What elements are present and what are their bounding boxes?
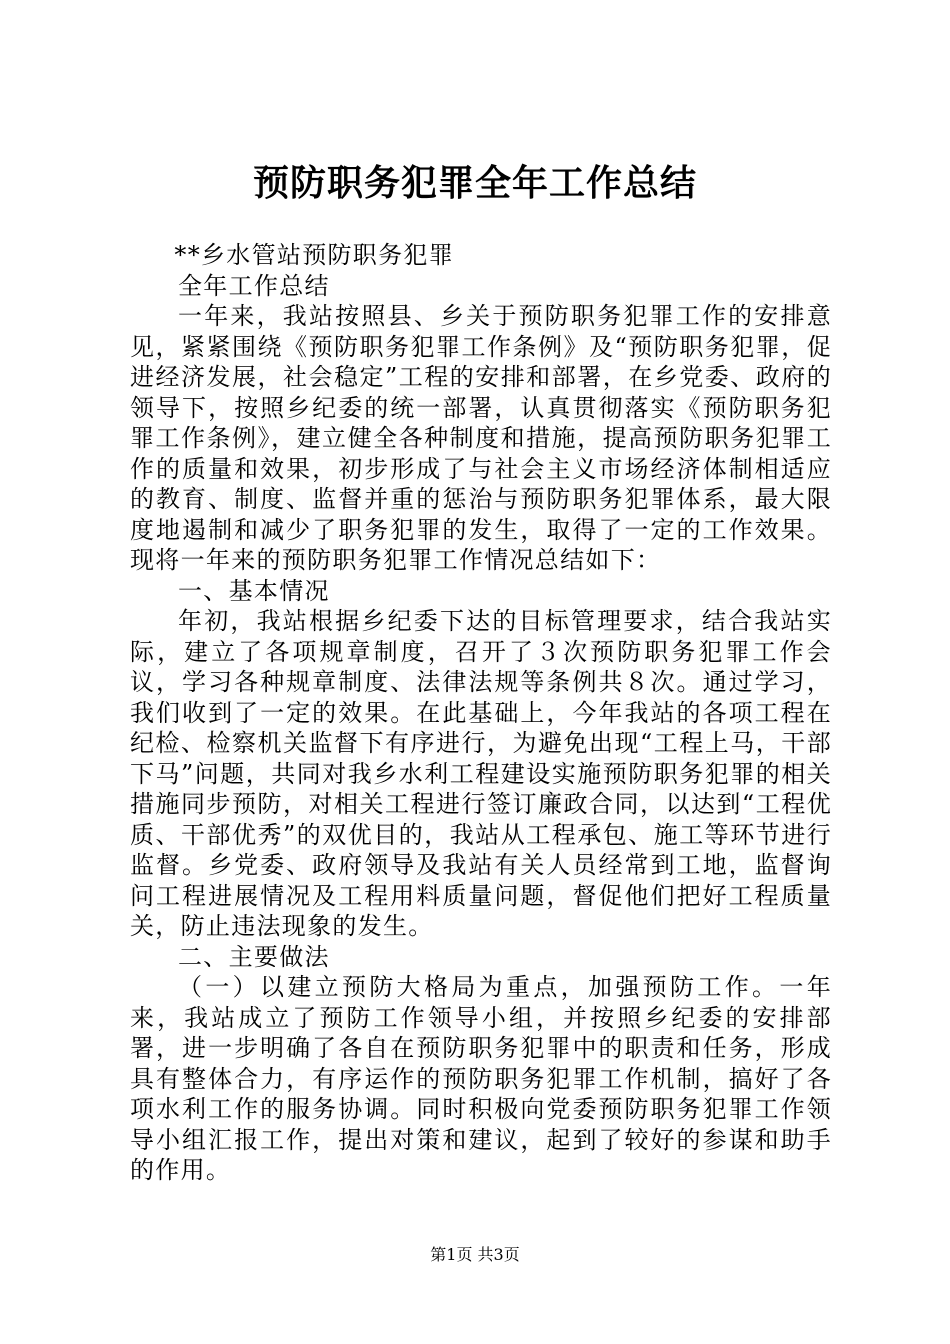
methods-paragraph-1: （一）以建立预防大格局为重点，加强预防工作。一年来，我站成立了预防工作领导小组，并按照乡纪委的安排部署，进一步明确了各自在预防职务犯罪中的职责和任务，形成具有整体合力，有序运作的预防职务犯罪工作机制，搞好了各项水利工作的服务协调。同时积极向党委预防职务犯罪工作领导小组汇报工作，提出对策和建议，起到了较好的参谋和助手的作用。 (130, 973, 832, 1184)
subtitle-line-1: **乡水管站预防职务犯罪 (174, 241, 454, 269)
subtitle-line-2: 全年工作总结 (178, 271, 330, 300)
intro-paragraph: 一年来，我站按照县、乡关于预防职务犯罪工作的安排意见，紧紧围绕《预防职务犯罪工作条例》及“预防职务犯罪，促进经济发展，社会稳定”工程的安排和部署，在乡党委、政府的领导下，按照乡纪委的统一部署，认真贯彻落实《预防职务犯罪工作条例》，建立健全各种制度和措施，提高预防职务犯罪工作的质量和效果，初步形成了与社会主义市场经济体制相适应的教育、制度、监督并重的惩治与预防职务犯罪体系，最大限度地遏制和减少了职务犯罪的发生，取得了一定的工作效果。现将一年来的预防职务犯罪工作情况总结如下： (130, 302, 832, 574)
basic-situation-paragraph: 年初，我站根据乡纪委下达的目标管理要求，结合我站实际，建立了各项规章制度，召开了３次预防职务犯罪工作会议，学习各种规章制度、法律法规等条例共８次。通过学习，我们收到了一定的效果。在此基础上，今年我站的各项工程在纪检、检察机关监督下有序进行，为避免出现“工程上马，干部下马”问题，共同对我乡水利工程建设实施预防职务犯罪的相关措施同步预防，对相关工程进行签订廉政合同，以达到“工程优质、干部优秀”的双优目的，我站从工程承包、施工等环节进行监督。乡党委、政府领导及我站有关人员经常到工地，监督询问工程进展情况及工程用料质量问题，督促他们把好工程质量关，防止违法现象的发生。 (130, 607, 832, 940)
section-heading-methods: 二、主要做法 (178, 942, 330, 971)
section-heading-basic: 一、基本情况 (178, 576, 330, 605)
page-number-footer: 第1页 共3页 (430, 1245, 520, 1264)
document-body (130, 240, 832, 1186)
document-title: 预防职务犯罪全年工作总结 (252, 162, 697, 204)
